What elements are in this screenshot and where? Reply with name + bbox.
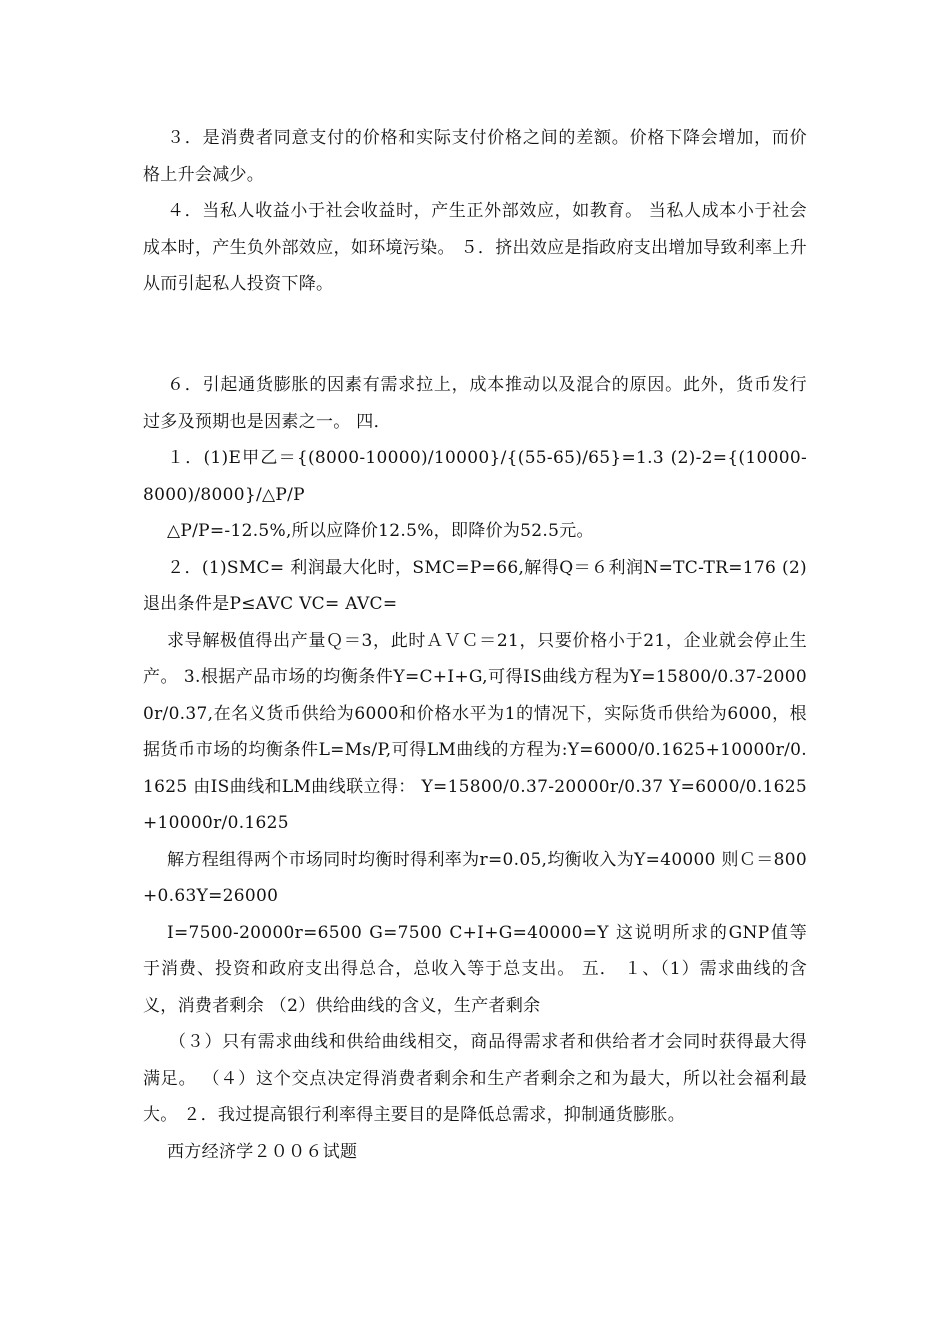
paragraph-3-consumer-surplus: ３．是消费者同意支付的价格和实际支付价格之间的差额。价格下降会增加，而价格上升会减少。: [143, 128, 807, 185]
paragraph-calc-2: ２．(1)SMC= 利润最大化时，SMC=P=66,解得Q＝６利润N=TC-TR=176 (2)退出条件是P≤AVC VC= AVC=: [143, 557, 807, 614]
paragraph-is-lm: 求导解极值得出产量Ｑ＝3，此时ＡＶＣ＝21，只要价格小于21，企业就会停止生产。 3.根据产品市场的均衡条件Y=C+I+G,可得IS曲线方程为Y=15800/0.37-20000r/0.37,在名义货币供给为6000和价格水平为1的情况下，实际货币供给为6000，根据货币市场的均衡条件L=Ms/P,可得LM曲线的方程为:Y=6000/0.1625+10000r/0.1625 由IS曲线和LM曲线联立得： Y=15800/0.37-20000r/0.37 Y=6000/0.1625+10000r/0.1625: [143, 630, 807, 833]
paragraph-gnp: I=7500-20000r=6500 G=7500 C+I+G=40000=Y 这说明所求的GNP值等于消费、投资和政府支出得总合，总收入等于总支出。 五． １、（1）需求曲线的含义，消费者剩余 （2）供给曲线的含义，生产者剩余: [143, 922, 807, 1016]
paragraph-calc-1: １．(1)E甲乙＝{(8000-10000)/10000}/{(55-65)/65}=1.3 (2)-2={(10000-8000)/8000}/△P/P: [143, 448, 807, 505]
text-block-bottom: [143, 367, 807, 1170]
paragraph-6-inflation: ６．引起通货膨胀的因素有需求拉上，成本推动以及混合的原因。此外，货币发行过多及预期也是因素之一。 四．: [143, 375, 807, 432]
paragraph-welfare: （３）只有需求曲线和供给曲线相交，商品得需求者和供给者才会同时获得最大得满足。 （４）这个交点决定得消费者剩余和生产者剩余之和为最大，所以社会福利最大。 ２．我过提高银行利率得主要目的是降低总需求，抑制通货膨胀。: [143, 1032, 807, 1125]
paragraph-4-externality: ４．当私人收益小于社会收益时，产生正外部效应，如教育。 当私人成本小于社会成本时，产生负外部效应，如环境污染。 ５．挤出效应是指政府支出增加导致利率上升从而引起私人投资下降。: [143, 201, 807, 294]
text-block-top: [143, 120, 807, 303]
paragraph-exam-title: 西方经济学２００６试题: [167, 1141, 358, 1162]
paragraph-equilibrium: 解方程组得两个市场同时均衡时得利率为r=0.05,均衡收入为Y=40000 则Ｃ＝800+0.63Y=26000: [143, 849, 807, 906]
paragraph-price-change: △P/P=-12.5%,所以应降价12.5%，即降价为52.5元。: [167, 521, 594, 541]
